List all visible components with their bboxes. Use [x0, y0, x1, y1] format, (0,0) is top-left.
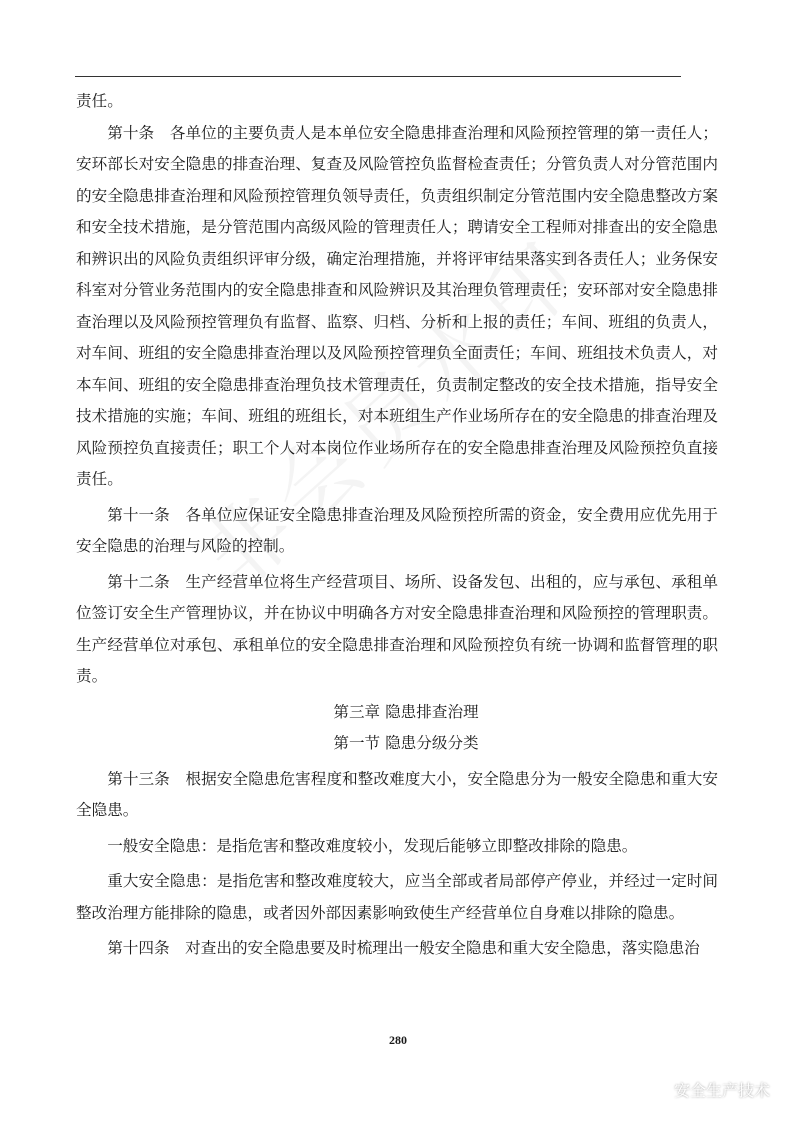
account-brand[interactable] — [640, 1077, 770, 1101]
continuation-text: 责任。 — [76, 92, 123, 110]
article-11: 第十一条 各单位应保证安全隐患排查治理及风险预控所需的资金，安全费用应优先用于安全隐患的治理与风险的控制。 — [76, 505, 718, 555]
major-hazard-definition: 重大安全隐患：是指危害和整改难度较大，应当全部或者局部停产停业，并经过一定时间整改治理方能排除的隐患，或者因外部因素影响致使生产经营单位自身难以排除的隐患。 — [76, 872, 718, 922]
chapter-heading: 第三章 隐患排查治理 — [333, 702, 479, 721]
wechat-icon — [640, 1077, 668, 1101]
article-12: 第十二条 生产经营单位将生产经营项目、场所、设备发包、出租的，应与承包、承租单位签订安全生产管理协议，并在协议中明确各方对安全隐患排查治理和风险预控的管理职责。生产经营单位对承包、承租单位的安全隐患排查治理和风险预控负有统一协调和监督管理的职责。 — [76, 572, 718, 685]
article-10: 第十条 各单位的主要负责人是本单位安全隐患排查治理和风险预控管理的第一责任人；安环部长对安全隐患的排查治理、复查及风险管控负监督检查责任；分管负责人对分管范围内的安全隐患排查治理和风险预控管理负领导责任，负责组织制定分管范围内安全隐患整改方案和安全技术措施，是分管范围内高级风险的管理责任人；聘请安全工程师对排查出的安全隐患和辨识出的风险负责组织评审分级，确定治理措施，并将评审结果落实到各责任人；业务保安科室对分管业务范围内的安全隐患排查和风险辨识及其治理负管理责任；安环部对安全隐患排查治理以及风险预控管理负有监督、监察、归档、分析和上报的责任；车间、班组的负责人，对车间、班组的安全隐患排查治理以及风险预控管理负全面责任；车间、班组技术负责人，对本车间、班组的安全隐患排查治理负技术管理责任，负责制定整改的安全技术措施，指导安全技术措施的实施；车间、班组的班组长，对本班组生产作业场所存在的安全隐患的排查治理及风险预控负直接责任；职工个人对本岗位作业场所存在的安全隐患排查治理及风险预控负直接责任。 — [76, 123, 718, 488]
account-name: 安全生产技术 — [673, 1080, 770, 1100]
general-hazard-definition: 一般安全隐患：是指危害和整改难度较小，发现后能够立即整改排除的隐患。 — [107, 836, 638, 855]
article-13: 第十三条 根据安全隐患危害程度和整改难度大小，安全隐患分为一般安全隐患和重大安全隐患。 — [76, 769, 718, 819]
section-heading: 第一节 隐患分级分类 — [333, 734, 479, 752]
document-body — [76, 86, 718, 965]
article-14: 第十四条 对查出的安全隐患要及时梳理出一般安全隐患和重大安全隐患，落实隐患治 — [107, 939, 700, 957]
header-rule — [75, 76, 681, 77]
page-number: 280 — [389, 1033, 407, 1047]
